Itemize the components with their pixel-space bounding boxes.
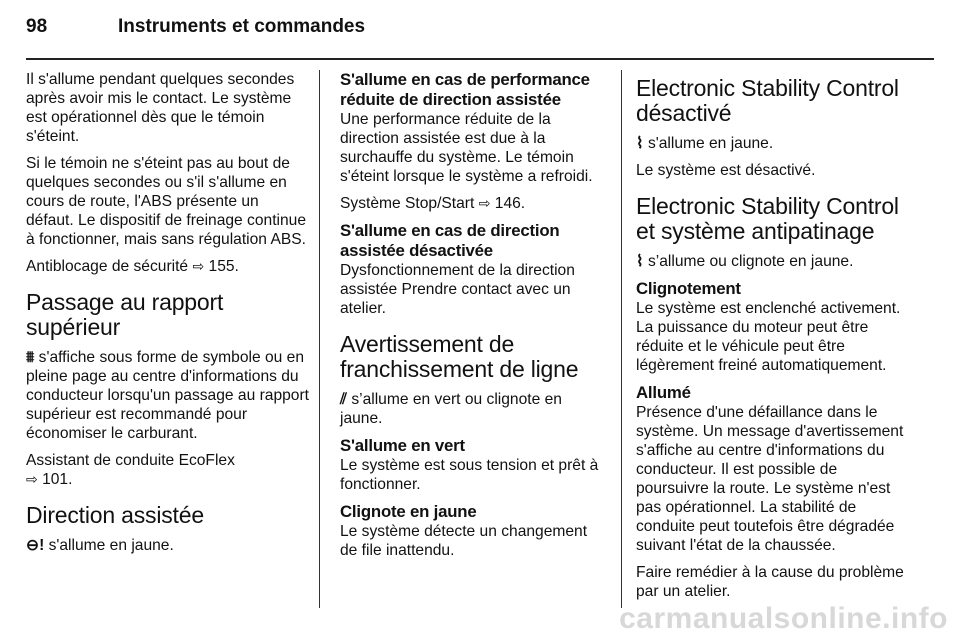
page-number: 98 — [26, 16, 48, 37]
page-ref-arrow-icon: ⇨ — [478, 195, 491, 211]
subheading-disabled: S'allume en cas de direction assistée désactivée — [340, 221, 560, 260]
section-heading-esc-off: Electronic Stability Control désactivé — [636, 75, 899, 126]
column-3 — [636, 70, 906, 612]
stopstart-reference — [340, 194, 608, 213]
abs-paragraph-1: Il s'allume pendant quelques secondes après avoir mis le contact. Le système est opérationnel dès que le témoin s'éteint. — [26, 71, 295, 145]
steering-warning-icon: ⊖! — [26, 537, 45, 554]
steering-text: s'allume en jaune. — [48, 537, 174, 554]
column-divider — [621, 70, 622, 608]
shift-text: s'affiche sous forme de symbole ou en pleine page au centre d'informations du conducteur lorsqu'un passage au rapport supérieur est recommandé pour économiser le carburant. — [26, 349, 309, 442]
reduced-paragraph: Une performance réduite de la direction assistée est due à la surchauffe du système. Le témoin s'éteint lorsque le système a refroidi. — [340, 111, 593, 185]
chapter-title: Instruments et commandes — [118, 16, 366, 37]
section-heading-lane: Avertissement de franchissement de ligne — [340, 331, 579, 382]
reference-page[interactable]: 155. — [208, 258, 239, 275]
esc-tc-paragraph — [636, 252, 906, 271]
section-heading-esc-tc: Electronic Stability Control et système antipatinage — [636, 193, 899, 244]
watermark: carmanualsonline.info — [619, 602, 948, 635]
header-rule — [26, 58, 934, 60]
ecoflex-reference — [26, 451, 310, 489]
abs-paragraph-2: Si le témoin ne s'éteint pas au bout de quelques secondes ou s'il s'allume en cours de route, l'ABS présente un défaut. Le dispositif de freinage continue à fonctionner, mais sans régulation ABS. — [26, 155, 307, 248]
yellow-paragraph: Le système détecte un changement de file inattendu. — [340, 523, 588, 559]
column-divider — [319, 70, 320, 608]
esc-traction-icon: ⌇ — [636, 253, 644, 270]
page-ref-arrow-icon: ⇨ — [192, 258, 205, 274]
reference-text: Système Stop/Start — [340, 195, 475, 212]
section-heading-steering: Direction assistée — [26, 502, 204, 528]
disabled-paragraph: Dysfonctionnement de la direction assistée Prendre contact avec un atelier. — [340, 262, 575, 317]
on-paragraph-2: Faire remédier à la cause du problème par un atelier. — [636, 564, 904, 600]
blink-paragraph: Le système est enclenché activement. La puissance du moteur peut être réduite et le véhicule peut être légèrement freiné automatiquement. — [636, 300, 901, 374]
lane-paragraph — [340, 390, 608, 428]
esc-off-icon: ⌇ — [636, 135, 644, 152]
subheading-on: Allumé — [636, 383, 691, 402]
esc-off-text: s'allume en jaune. — [647, 135, 774, 152]
reference-page[interactable]: 146. — [494, 195, 526, 212]
page-ref-arrow-icon: ⇨ — [26, 471, 38, 487]
shift-paragraph — [26, 348, 310, 443]
esc-off-paragraph — [636, 134, 906, 153]
subheading-green: S'allume en vert — [340, 436, 465, 455]
reference-text: Antiblocage de sécurité — [26, 258, 189, 275]
reference-text: Assistant de conduite EcoFlex — [26, 452, 235, 469]
esc-off-paragraph-2: Le système est désactivé. — [636, 162, 816, 179]
section-heading-shift: Passage au rapport supérieur — [26, 289, 224, 340]
esc-tc-text: s’allume ou clignote en jaune. — [647, 253, 854, 270]
column-1 — [26, 70, 310, 612]
steering-paragraph — [26, 536, 310, 555]
column-2 — [340, 70, 608, 612]
green-paragraph: Le système est sous tension et prêt à fonctionner. — [340, 457, 599, 493]
reference-page[interactable]: 101. — [42, 471, 73, 488]
subheading-blink: Clignotement — [636, 279, 741, 298]
subheading-yellow: Clignote en jaune — [340, 502, 477, 521]
on-paragraph: Présence d'une défaillance dans le système. Un message d'avertissement s'affiche au centre d'informations du conducteur. Il est possible de poursuivre la route. Le système n'est pas opérationnel. La stabilité de conduite peut toutefois être dégradée suivant l'état de la chaussée. — [636, 404, 904, 554]
subheading-reduced: S'allume en cas de performance réduite de direction assistée — [340, 70, 590, 109]
abs-reference — [26, 257, 310, 276]
shift-up-icon: ⩩ — [26, 349, 35, 366]
lane-text: s’allume en vert ou clignote en jaune. — [340, 391, 562, 427]
page-header — [26, 16, 934, 50]
lane-departure-icon: ⫽ — [340, 391, 347, 408]
